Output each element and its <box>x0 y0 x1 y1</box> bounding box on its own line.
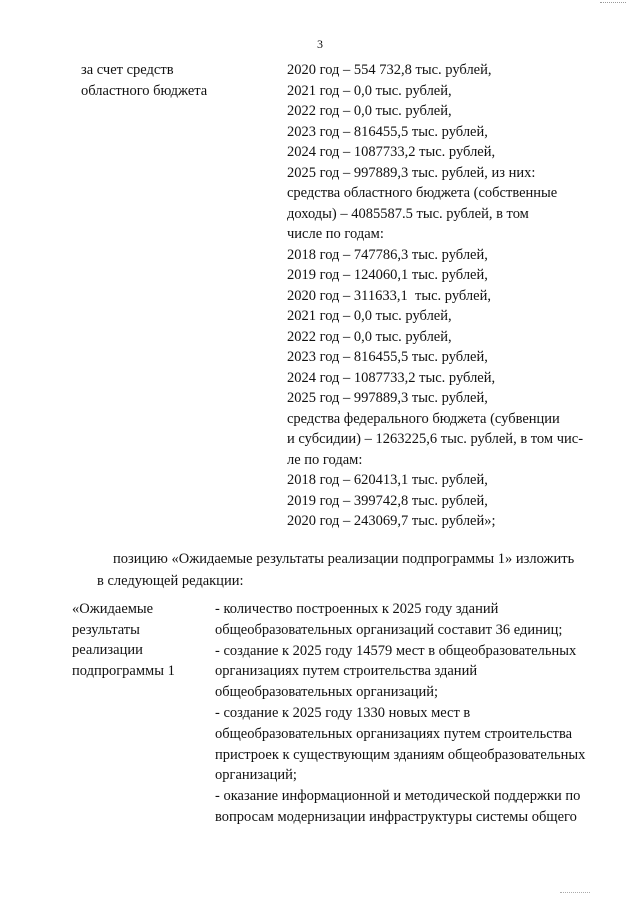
results-label-line: реализации <box>72 642 143 658</box>
budget-line: средства федерального бюджета (субвенции <box>287 410 560 427</box>
budget-line: 2022 год – 0,0 тыс. рублей, <box>287 103 452 119</box>
budget-values <box>287 60 611 532</box>
scan-mark-bottom <box>560 892 590 895</box>
results-label-line: результаты <box>72 621 140 638</box>
budget-line: и субсидии) – 1263225,6 тыс. рублей, в том чис- <box>287 431 584 447</box>
budget-line: 2021 год – 0,0 тыс. рублей, <box>287 82 452 99</box>
budget-line: ле по годам: <box>287 451 363 468</box>
budget-line: 2023 год – 816455,5 тыс. рублей, <box>287 349 488 365</box>
budget-line: 2021 год – 0,0 тыс. рублей, <box>287 308 452 324</box>
results-label-line: «Ожидаемые <box>72 601 154 617</box>
budget-label-line: областного бюджета <box>81 83 208 99</box>
budget-line: 2020 год – 243069,7 тыс. рублей»; <box>287 513 496 529</box>
budget-section <box>81 60 611 532</box>
scan-mark-top <box>600 2 626 5</box>
results-label-line: подпрограммы 1 <box>72 662 175 679</box>
budget-line: 2024 год – 1087733,2 тыс. рублей, <box>287 369 496 386</box>
budget-line: доходы) – 4085587.5 тыс. рублей, в том <box>287 205 529 222</box>
results-line: организациях путем строительства зданий <box>215 663 478 680</box>
results-line: пристроек к существующим зданиям общеобразовательных <box>215 746 586 763</box>
budget-line: 2025 год – 997889,3 тыс. рублей, из них: <box>287 164 536 181</box>
budget-line: 2020 год – 311633,1 тыс. рублей, <box>287 287 491 304</box>
results-line: общеобразовательных организаций составит 36 единиц; <box>215 621 563 638</box>
results-line: общеобразовательных организаций; <box>215 684 439 701</box>
budget-line: 2025 год – 997889,3 тыс. рублей, <box>287 390 488 406</box>
budget-line: 2019 год – 124060,1 тыс. рублей, <box>287 267 488 283</box>
budget-line: числе по годам: <box>287 226 384 242</box>
budget-line: средства областного бюджета (собственные <box>287 185 558 201</box>
budget-line: 2020 год – 554 732,8 тыс. рублей, <box>287 62 492 78</box>
paragraph-line-1: позицию «Ожидаемые результаты реализации подпрограммы 1» изложить <box>113 551 575 567</box>
results-line: - количество построенных к 2025 году зданий <box>215 601 499 617</box>
budget-line: 2019 год – 399742,8 тыс. рублей, <box>287 492 488 509</box>
results-line: - оказание информационной и методической поддержки по <box>215 788 581 805</box>
budget-line: 2023 год – 816455,5 тыс. рублей, <box>287 123 488 140</box>
results-line: - создание к 2025 году 1330 новых мест в <box>215 704 471 721</box>
budget-line: 2024 год – 1087733,2 тыс. рублей, <box>287 144 496 160</box>
results-line: вопросам модернизации инфраструктуры системы общего <box>215 808 577 825</box>
budget-label-line: за счет средств <box>81 62 174 78</box>
budget-line: 2018 год – 747786,3 тыс. рублей, <box>287 246 488 263</box>
results-line: организаций; <box>215 767 297 784</box>
budget-line: 2018 год – 620413,1 тыс. рублей, <box>287 472 488 488</box>
page-number: 3 <box>317 37 323 51</box>
budget-label <box>81 60 287 532</box>
budget-line: 2022 год – 0,0 тыс. рублей, <box>287 328 452 345</box>
results-line: - создание к 2025 году 14579 мест в общеобразовательных <box>215 642 577 659</box>
results-values <box>215 599 617 828</box>
results-label <box>72 599 215 828</box>
results-section <box>72 599 617 828</box>
results-line: общеобразовательных организациях путем строительства <box>215 725 573 742</box>
paragraph-line-2: в следующей редакции: <box>97 573 244 589</box>
